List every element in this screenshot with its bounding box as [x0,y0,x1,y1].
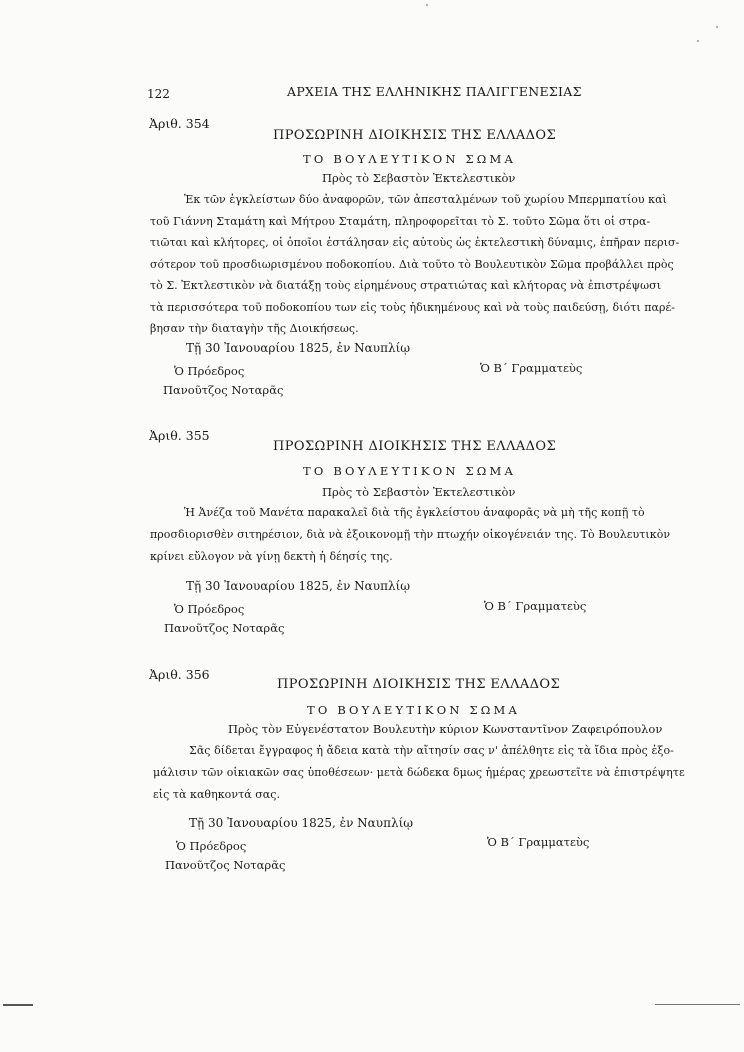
secretary-title: Ὁ Β΄ Γραμματεὺς [480,361,583,375]
president-name: Πανοῦτζος Νοταρᾶς [164,621,285,635]
document-date: Τῇ 30 Ἰανουαρίου 1825, ἐν Ναυπλίῳ [186,579,411,593]
text-line: προσδιορισθὲν σιτηρέσιον, διὰ νὰ ἐξοικονομῇ τὴν πτωχήν οἰκογένειάν της. Τὸ Βουλευτικὸν [150,528,671,541]
text-line: Ἐκ τῶν ἐγκλείστων δύο ἀναφορῶν, τῶν ἀπεσταλμένων τοῦ χωρίου Μπερμπατίου καὶ [184,193,667,206]
secretary-title: Ὁ Β΄ Γραμματεὺς [487,835,590,849]
document-number: Ἀριθ. 354 [149,116,210,131]
text-line: τιῶται καὶ κλήτορες, οἱ ὁποῖοι ἐστάλησαν εἰς αὐτοὺς ὡς ἐκτελεστικὴ δύναμις, ἐπῆραν περισ- [150,236,680,249]
president-name: Πανοῦτζος Νοταρᾶς [163,383,284,397]
document-date: Τῇ 30 Ἰανουαρίου 1825, ἐν Ναυπλίῳ [186,341,411,355]
text-line: τοῦ Γιάννη Σταμάτη καὶ Μήτρου Σταμάτη, πληροφορεῖται τὸ Σ. τοῦτο Σῶμα ὅτι οἱ στρα- [150,215,651,228]
president-title: Ὁ Πρόεδρος [174,602,245,616]
text-line: κρίνει εὔλογον νὰ γίνῃ δεκτὴ ἡ δέησίς της. [150,550,393,563]
text-line: Ἡ Ἀνέζα τοῦ Μανέτα παρακαλεῖ διὰ τῆς ἐγκλείστου ἀναφορᾶς νὰ μὴ τῆς κοπῇ τὸ [184,506,645,519]
document-addressee: Πρὸς τὸ Σεβαστὸν Ἐκτελεστικὸν [322,171,516,185]
scan-speck [426,4,428,6]
secretary-title: Ὁ Β΄ Γραμματεὺς [484,599,587,613]
document-heading: ΠΡΟΣΩΡΙΝΗ ΔΙΟΙΚΗΣΙΣ ΤΗΣ ΕΛΛΑΔΟΣ [273,128,557,143]
text-line: εἰς τὰ καθηκοντά σας. [153,788,281,801]
document-body-title: ΤΟ ΒΟΥΛΕΥΤΙΚΟΝ ΣΩΜΑ [303,464,517,478]
document-addressee: Πρὸς τὸ Σεβαστὸν Ἐκτελεστικὸν [322,485,516,499]
document-number: Ἀριθ. 355 [149,428,210,443]
document-body-title: ΤΟ ΒΟΥΛΕΥΤΙΚΟΝ ΣΩΜΑ [307,703,521,717]
page-number: 122 [147,87,170,101]
document-number: Ἀριθ. 356 [149,667,210,682]
document-heading: ΠΡΟΣΩΡΙΝΗ ΔΙΟΙΚΗΣΙΣ ΤΗΣ ΕΛΛΑΔΟΣ [277,677,561,692]
document-body-title: ΤΟ ΒΟΥΛΕΥΤΙΚΟΝ ΣΩΜΑ [303,152,517,166]
running-title: ΑΡΧΕΙΑ ΤΗΣ ΕΛΛΗΝΙΚΗΣ ΠΑΛΙΓΓΕΝΕΣΙΑΣ [287,84,582,99]
text-line: Σᾶς δίδεται ἔγγραφος ἡ ἄδεια κατὰ τὴν αἴτησίν σας ν' ἀπέλθητε εἰς τὰ ἴδια πρὸς ἐξο- [189,744,674,757]
scan-speck [716,26,718,28]
document-date: Τῇ 30 Ἰανουαρίου 1825, ἐν Ναυπλίῳ [189,816,414,830]
document-heading: ΠΡΟΣΩΡΙΝΗ ΔΙΟΙΚΗΣΙΣ ΤΗΣ ΕΛΛΑΔΟΣ [273,439,557,454]
text-line: σότερον τοῦ προσδιωρισμένου ποδοκοπίου. Διὰ τοῦτο τὸ Βουλευτικὸν Σῶμα προβάλλει πρὸς [150,258,674,271]
president-title: Ὁ Πρόεδρος [174,364,245,378]
document-addressee: Πρὸς τὸν Εὐγενέστατον Βουλευτὴν κύριον Κωνσταντῖνον Ζαφειρόπουλον [228,722,663,736]
text-line: μάλισιν τῶν οἰκιακῶν σας ὑποθέσεων· μετὰ δώδεκα δμως ἡμέρας χρεωστεῖτε νὰ ἐπιστρέψητε [153,766,685,779]
scan-speck [697,40,699,42]
text-line: τὸ Σ. Ἐκτλεστικὸν νὰ διατάξῃ τοὺς εἰρημένους στρατιώτας καὶ κλήτορας νὰ ἐπιστρέψωσι [150,279,662,292]
president-title: Ὁ Πρόεδρος [176,839,247,853]
president-name: Πανοῦτζος Νοταρᾶς [165,858,286,872]
scan-mark-left [3,1004,33,1006]
scan-mark-right [655,1004,740,1005]
text-line: τὰ περισσότερα τοῦ ποδοκοπίου των εἰς τοὺς ἠδικημένους καὶ νὰ τοὺς παιδεύσῃ, διότι παρέ- [150,301,676,314]
text-line: βησαν τὴν διαταγὴν τῆς Διοικήσεως. [150,322,359,335]
